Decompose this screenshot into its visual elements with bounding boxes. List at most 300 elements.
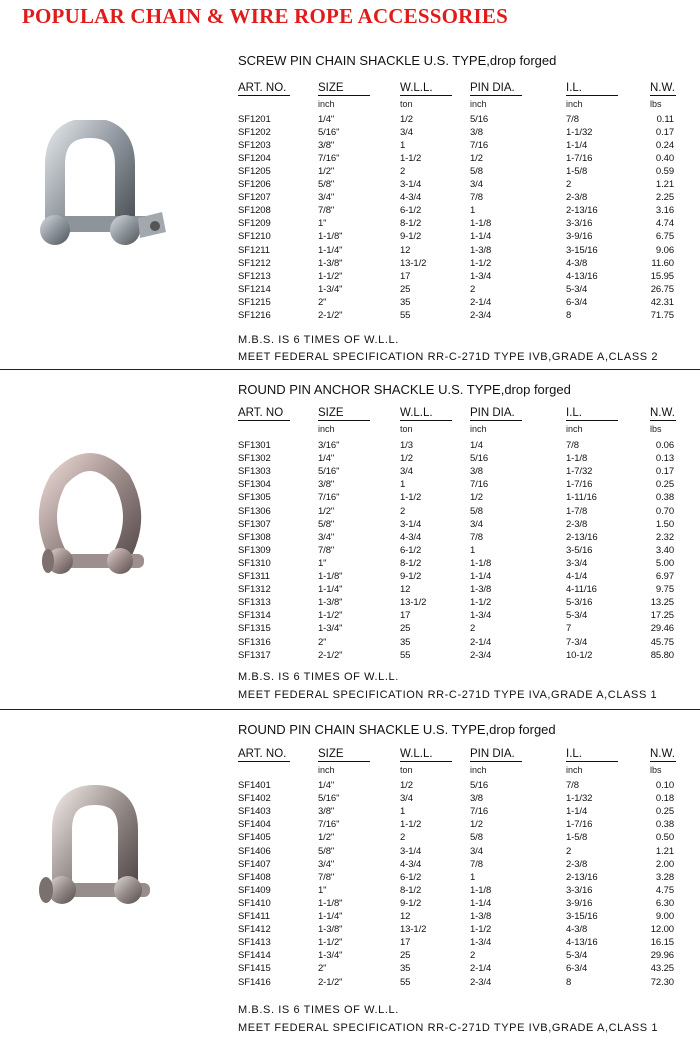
cell-art-no: SF1402 [238, 793, 271, 804]
cell-nw: 0.25 [655, 479, 674, 490]
table-row [238, 623, 678, 636]
cell-size: 2" [318, 963, 327, 974]
cell-wll: 13-1/2 [400, 597, 427, 608]
cell-nw: 0.25 [655, 806, 674, 817]
cell-art-no: SF1212 [238, 258, 271, 269]
table-row [238, 963, 678, 976]
cell-pin-dia: 3/8 [470, 466, 483, 477]
cell-wll: 1/2 [400, 780, 413, 791]
cell-il: 2-13/16 [566, 872, 598, 883]
cell-art-no: SF1213 [238, 271, 271, 282]
unit-size: inch [318, 765, 335, 775]
cell-size: 5/8" [318, 519, 335, 530]
table-row [238, 114, 678, 127]
cell-size: 2" [318, 297, 327, 308]
cell-wll: 1/3 [400, 440, 413, 451]
cell-wll: 9-1/2 [400, 571, 422, 582]
cell-nw: 9.00 [655, 911, 674, 922]
cell-art-no: SF1315 [238, 623, 271, 634]
table-row [238, 806, 678, 819]
unit-size: inch [318, 99, 335, 109]
cell-art-no: SF1311 [238, 571, 270, 582]
cell-nw: 0.10 [655, 780, 674, 791]
cell-il: 10-1/2 [566, 650, 593, 661]
cell-il: 5-3/16 [566, 597, 593, 608]
table-row [238, 297, 678, 310]
cell-size: 1/4" [318, 114, 335, 125]
cell-pin-dia: 1/2 [470, 492, 483, 503]
cell-pin-dia: 3/4 [470, 846, 483, 857]
cell-size: 1-3/4" [318, 284, 343, 295]
cell-il: 5-3/4 [566, 610, 588, 621]
cell-size: 1-3/8" [318, 597, 343, 608]
cell-art-no: SF1403 [238, 806, 271, 817]
cell-il: 7/8 [566, 440, 579, 451]
unit-nw: lbs [650, 424, 662, 434]
cell-nw: 9.75 [655, 584, 674, 595]
cell-art-no: SF1314 [238, 610, 271, 621]
cell-il: 1-1/32 [566, 127, 593, 138]
cell-art-no: SF1301 [238, 440, 271, 451]
cell-art-no: SF1211 [238, 245, 270, 256]
cell-il: 4-3/8 [566, 258, 588, 269]
cell-pin-dia: 1-1/4 [470, 231, 492, 242]
cell-size: 2-1/2" [318, 310, 343, 321]
cell-nw: 2.32 [655, 532, 674, 543]
cell-il: 7 [566, 623, 572, 634]
cell-nw: 17.25 [650, 610, 674, 621]
table-row [238, 245, 678, 258]
cell-wll: 13-1/2 [400, 258, 427, 269]
cell-size: 1" [318, 558, 327, 569]
cell-wll: 4-3/4 [400, 192, 422, 203]
cell-il: 4-1/4 [566, 571, 588, 582]
cell-wll: 13-1/2 [400, 924, 427, 935]
cell-size: 7/16" [318, 492, 340, 503]
cell-wll: 8-1/2 [400, 558, 422, 569]
cell-nw: 3.40 [655, 545, 674, 556]
cell-nw: 6.30 [655, 898, 674, 909]
column-header-il: I.L. [566, 407, 618, 421]
cell-pin-dia: 1-1/2 [470, 597, 492, 608]
column-header-size: SIZE [318, 748, 370, 762]
cell-art-no: SF1303 [238, 466, 271, 477]
cell-pin-dia: 1-1/8 [470, 558, 492, 569]
cell-wll: 35 [400, 637, 411, 648]
cell-size: 1-3/4" [318, 950, 343, 961]
cell-nw: 4.75 [655, 885, 674, 896]
cell-art-no: SF1210 [238, 231, 271, 242]
table-row [238, 140, 678, 153]
cell-size: 2-1/2" [318, 650, 343, 661]
unit-wll: ton [400, 99, 413, 109]
cell-pin-dia: 7/8 [470, 532, 483, 543]
cell-wll: 1-1/2 [400, 492, 422, 503]
cell-il: 1-7/16 [566, 819, 593, 830]
table-row [238, 166, 678, 179]
cell-art-no: SF1206 [238, 179, 271, 190]
table-row [238, 846, 678, 859]
cell-nw: 29.96 [650, 950, 674, 961]
cell-wll: 9-1/2 [400, 231, 422, 242]
specification-note: MEET FEDERAL SPECIFICATION RR-C-271D TYPE IVB,GRADE A,CLASS 1 [238, 1022, 659, 1034]
cell-pin-dia: 1 [470, 872, 476, 883]
cell-wll: 17 [400, 271, 411, 282]
cell-pin-dia: 2-1/4 [470, 963, 492, 974]
cell-art-no: SF1309 [238, 545, 271, 556]
cell-wll: 3/4 [400, 127, 413, 138]
cell-nw: 0.50 [655, 832, 674, 843]
cell-il: 6-3/4 [566, 297, 588, 308]
cell-wll: 35 [400, 963, 411, 974]
cell-pin-dia: 1-1/8 [470, 218, 492, 229]
cell-art-no: SF1401 [238, 780, 271, 791]
cell-art-no: SF1207 [238, 192, 271, 203]
cell-nw: 6.97 [655, 571, 674, 582]
column-header-size: SIZE [318, 82, 370, 96]
cell-art-no: SF1404 [238, 819, 271, 830]
cell-wll: 4-3/4 [400, 532, 422, 543]
column-header-nw: N.W. [650, 82, 675, 94]
cell-size: 1-3/8" [318, 258, 343, 269]
cell-art-no: SF1201 [238, 114, 271, 125]
cell-wll: 55 [400, 650, 411, 661]
cell-nw: 0.06 [655, 440, 674, 451]
unit-pin-dia: inch [470, 765, 487, 775]
cell-il: 1-7/32 [566, 466, 593, 477]
cell-il: 3-15/16 [566, 911, 598, 922]
cell-wll: 3-1/4 [400, 519, 422, 530]
cell-il: 7-3/4 [566, 637, 588, 648]
table-row [238, 610, 678, 623]
cell-pin-dia: 5/8 [470, 832, 483, 843]
unit-il: inch [566, 765, 583, 775]
cell-nw: 3.28 [655, 872, 674, 883]
cell-size: 7/16" [318, 819, 340, 830]
cell-pin-dia: 1/2 [470, 819, 483, 830]
cell-pin-dia: 2-3/4 [470, 977, 492, 988]
cell-size: 7/8" [318, 545, 335, 556]
cell-il: 2-13/16 [566, 532, 598, 543]
cell-wll: 2 [400, 832, 406, 843]
cell-pin-dia: 1-3/4 [470, 610, 492, 621]
cell-nw: 26.75 [650, 284, 674, 295]
cell-wll: 3-1/4 [400, 846, 422, 857]
cell-il: 1-1/4 [566, 806, 588, 817]
cell-art-no: SF1204 [238, 153, 271, 164]
cell-il: 3-3/16 [566, 218, 593, 229]
cell-pin-dia: 3/8 [470, 127, 483, 138]
table-row [238, 532, 678, 545]
cell-pin-dia: 1-1/2 [470, 924, 492, 935]
cell-wll: 25 [400, 950, 411, 961]
cell-nw: 0.40 [655, 153, 674, 164]
cell-pin-dia: 3/4 [470, 519, 483, 530]
cell-size: 1-3/8" [318, 924, 343, 935]
cell-wll: 1-1/2 [400, 153, 422, 164]
cell-nw: 1.21 [655, 846, 674, 857]
cell-art-no: SF1208 [238, 205, 271, 216]
unit-nw: lbs [650, 765, 662, 775]
cell-wll: 55 [400, 310, 411, 321]
cell-pin-dia: 1-3/8 [470, 245, 492, 256]
cell-size: 1/2" [318, 832, 335, 843]
cell-art-no: SF1411 [238, 911, 270, 922]
cell-pin-dia: 1-1/4 [470, 898, 492, 909]
cell-size: 1-1/2" [318, 610, 343, 621]
column-header-wll: W.L.L. [400, 748, 452, 762]
column-header-il: I.L. [566, 82, 618, 96]
cell-il: 2-3/8 [566, 192, 588, 203]
cell-wll: 12 [400, 911, 411, 922]
table-row [238, 545, 678, 558]
cell-size: 3/4" [318, 532, 335, 543]
cell-wll: 55 [400, 977, 411, 988]
cell-pin-dia: 7/8 [470, 859, 483, 870]
unit-pin-dia: inch [470, 424, 487, 434]
table-header [238, 407, 678, 420]
section-title: ROUND PIN ANCHOR SHACKLE U.S. TYPE,drop forged [238, 382, 571, 397]
cell-art-no: SF1310 [238, 558, 271, 569]
cell-wll: 8-1/2 [400, 218, 422, 229]
cell-pin-dia: 2-3/4 [470, 650, 492, 661]
cell-art-no: SF1305 [238, 492, 271, 503]
cell-art-no: SF1409 [238, 885, 271, 896]
cell-wll: 1 [400, 140, 406, 151]
cell-pin-dia: 5/16 [470, 780, 489, 791]
cell-il: 2 [566, 179, 572, 190]
cell-art-no: SF1304 [238, 479, 271, 490]
table-row [238, 258, 678, 271]
unit-wll: ton [400, 424, 413, 434]
cell-size: 1-1/4" [318, 245, 343, 256]
cell-wll: 6-1/2 [400, 545, 422, 556]
cell-size: 1/2" [318, 166, 335, 177]
cell-pin-dia: 2 [470, 623, 476, 634]
cell-nw: 0.70 [655, 506, 674, 517]
cell-il: 4-13/16 [566, 271, 598, 282]
cell-art-no: SF1214 [238, 284, 271, 295]
cell-wll: 9-1/2 [400, 898, 422, 909]
column-header-wll: W.L.L. [400, 407, 452, 421]
cell-il: 4-11/16 [566, 584, 597, 595]
round-pin-chain-shackle-image [30, 785, 180, 935]
cell-size: 1/4" [318, 453, 335, 464]
table-row [238, 153, 678, 166]
cell-il: 1-7/16 [566, 153, 593, 164]
cell-il: 7/8 [566, 780, 579, 791]
cell-art-no: SF1308 [238, 532, 271, 543]
cell-nw: 0.38 [655, 819, 674, 830]
unit-pin-dia: inch [470, 99, 487, 109]
cell-size: 2" [318, 637, 327, 648]
cell-size: 1-1/2" [318, 271, 343, 282]
cell-pin-dia: 1-3/8 [470, 911, 492, 922]
table-row [238, 937, 678, 950]
cell-nw: 11.60 [651, 258, 674, 269]
cell-size: 3/8" [318, 479, 335, 490]
unit-nw: lbs [650, 99, 662, 109]
cell-art-no: SF1209 [238, 218, 271, 229]
cell-il: 7/8 [566, 114, 579, 125]
table-row [238, 885, 678, 898]
cell-nw: 0.59 [655, 166, 674, 177]
column-header-art-no: ART. NO [238, 407, 290, 421]
section-divider [0, 369, 700, 370]
cell-wll: 1 [400, 806, 406, 817]
cell-art-no: SF1313 [238, 597, 271, 608]
table-row [238, 492, 678, 505]
table-row [238, 911, 678, 924]
cell-wll: 1/2 [400, 453, 413, 464]
section-title: SCREW PIN CHAIN SHACKLE U.S. TYPE,drop forged [238, 53, 557, 68]
cell-il: 1-5/8 [566, 832, 588, 843]
cell-art-no: SF1317 [238, 650, 271, 661]
cell-art-no: SF1407 [238, 859, 271, 870]
cell-art-no: SF1203 [238, 140, 271, 151]
cell-art-no: SF1216 [238, 310, 271, 321]
cell-il: 3-3/4 [566, 558, 588, 569]
cell-il: 1-1/8 [566, 453, 588, 464]
cell-pin-dia: 2 [470, 950, 476, 961]
table-row [238, 872, 678, 885]
cell-wll: 6-1/2 [400, 205, 422, 216]
table-row [238, 780, 678, 793]
cell-pin-dia: 1-1/4 [470, 571, 492, 582]
cell-pin-dia: 1 [470, 205, 476, 216]
cell-art-no: SF1306 [238, 506, 271, 517]
cell-size: 1-1/4" [318, 911, 343, 922]
cell-wll: 17 [400, 937, 411, 948]
cell-wll: 12 [400, 245, 411, 256]
cell-size: 1/4" [318, 780, 335, 791]
round-pin-anchor-shackle-image [30, 450, 180, 600]
cell-pin-dia: 1/4 [470, 440, 483, 451]
cell-art-no: SF1202 [238, 127, 271, 138]
table-row [238, 440, 678, 453]
cell-art-no: SF1307 [238, 519, 271, 530]
cell-size: 1-1/8" [318, 571, 343, 582]
cell-art-no: SF1405 [238, 832, 271, 843]
unit-wll: ton [400, 765, 413, 775]
table-row [238, 466, 678, 479]
cell-pin-dia: 7/8 [470, 192, 483, 203]
cell-nw: 45.75 [650, 637, 674, 648]
cell-nw: 4.74 [655, 218, 674, 229]
cell-il: 1-7/16 [566, 479, 593, 490]
mbs-note: M.B.S. IS 6 TIMES OF W.L.L. [238, 1004, 399, 1016]
cell-nw: 29.46 [650, 623, 674, 634]
cell-size: 5/16" [318, 793, 340, 804]
table-row [238, 453, 678, 466]
cell-il: 4-13/16 [566, 937, 598, 948]
cell-wll: 3-1/4 [400, 179, 422, 190]
table-row [238, 519, 678, 532]
cell-size: 3/16" [318, 440, 340, 451]
cell-nw: 71.75 [650, 310, 674, 321]
mbs-note: M.B.S. IS 6 TIMES OF W.L.L. [238, 671, 399, 683]
cell-il: 1-11/16 [566, 492, 597, 503]
cell-pin-dia: 5/16 [470, 114, 489, 125]
cell-il: 5-3/4 [566, 950, 588, 961]
cell-nw: 2.25 [655, 192, 674, 203]
cell-pin-dia: 1-1/8 [470, 885, 492, 896]
cell-il: 2-13/16 [566, 205, 598, 216]
cell-size: 7/8" [318, 205, 335, 216]
table-row [238, 271, 678, 284]
column-header-size: SIZE [318, 407, 370, 421]
cell-wll: 6-1/2 [400, 872, 422, 883]
column-header-nw: N.W. [650, 407, 675, 419]
cell-art-no: SF1316 [238, 637, 271, 648]
table-row [238, 479, 678, 492]
table-row [238, 218, 678, 231]
cell-pin-dia: 2-1/4 [470, 297, 492, 308]
cell-pin-dia: 3/8 [470, 793, 483, 804]
cell-size: 5/8" [318, 179, 335, 190]
cell-wll: 3/4 [400, 466, 413, 477]
cell-wll: 1-1/2 [400, 819, 422, 830]
cell-wll: 12 [400, 584, 411, 595]
cell-nw: 12.00 [650, 924, 674, 935]
cell-size: 1-1/2" [318, 937, 343, 948]
table-row [238, 571, 678, 584]
cell-art-no: SF1408 [238, 872, 271, 883]
cell-size: 3/8" [318, 806, 335, 817]
cell-wll: 8-1/2 [400, 885, 422, 896]
table-row [238, 558, 678, 571]
cell-pin-dia: 5/8 [470, 506, 483, 517]
cell-nw: 0.17 [655, 127, 674, 138]
cell-wll: 25 [400, 623, 411, 634]
table-row [238, 179, 678, 192]
cell-il: 2 [566, 846, 572, 857]
cell-nw: 43.25 [650, 963, 674, 974]
cell-nw: 9.06 [655, 245, 674, 256]
table-row [238, 819, 678, 832]
cell-size: 1-1/4" [318, 584, 343, 595]
cell-il: 1-1/4 [566, 140, 588, 151]
column-header-nw: N.W. [650, 748, 675, 760]
cell-il: 2-3/8 [566, 859, 588, 870]
cell-pin-dia: 5/8 [470, 166, 483, 177]
cell-wll: 25 [400, 284, 411, 295]
mbs-note: M.B.S. IS 6 TIMES OF W.L.L. [238, 334, 399, 346]
specification-note: MEET FEDERAL SPECIFICATION RR-C-271D TYPE IVB,GRADE A,CLASS 2 [238, 351, 659, 363]
cell-nw: 0.18 [655, 793, 674, 804]
cell-il: 5-3/4 [566, 284, 588, 295]
cell-nw: 72.30 [650, 977, 674, 988]
cell-nw: 1.21 [655, 179, 674, 190]
unit-il: inch [566, 424, 583, 434]
cell-size: 1-1/8" [318, 898, 343, 909]
table-row [238, 205, 678, 218]
table-row [238, 597, 678, 610]
cell-il: 3-5/16 [566, 545, 593, 556]
cell-il: 3-3/16 [566, 885, 593, 896]
cell-il: 8 [566, 310, 572, 321]
cell-size: 1" [318, 885, 327, 896]
cell-il: 1-1/32 [566, 793, 593, 804]
cell-pin-dia: 1 [470, 545, 476, 556]
cell-nw: 16.15 [650, 937, 674, 948]
cell-art-no: SF1215 [238, 297, 271, 308]
unit-il: inch [566, 99, 583, 109]
cell-wll: 2 [400, 506, 406, 517]
cell-pin-dia: 1-1/2 [470, 258, 492, 269]
cell-pin-dia: 1-3/4 [470, 271, 492, 282]
cell-nw: 3.16 [655, 205, 674, 216]
